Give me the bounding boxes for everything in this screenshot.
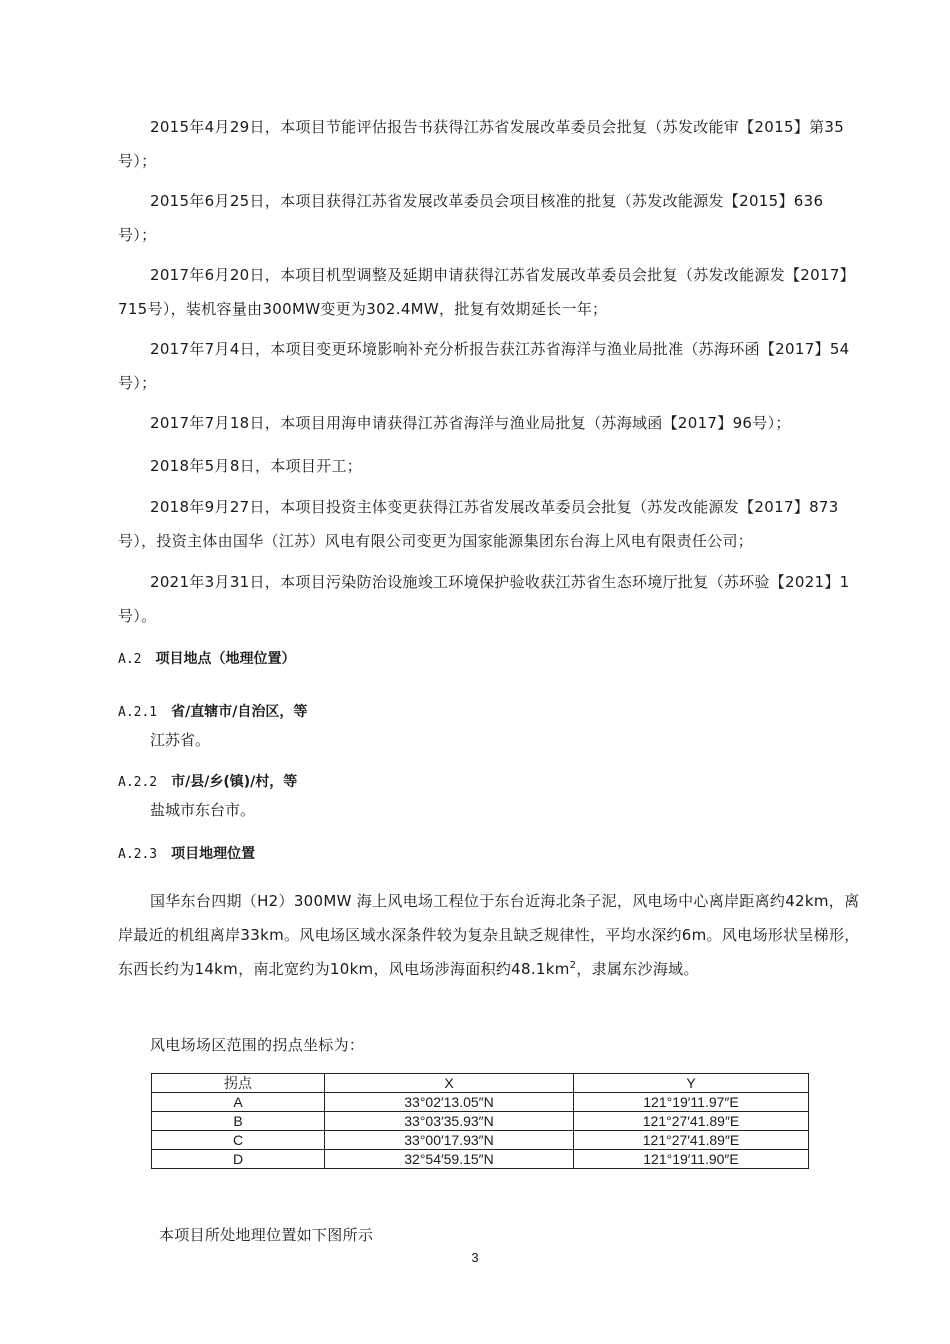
table-cell: 121°27′41.89″E [574, 1131, 809, 1150]
page-number: 3 [471, 1250, 479, 1265]
table-cell: 33°00′17.93″N [325, 1131, 574, 1150]
location-tail: ，隶属东沙海域。 [576, 960, 699, 978]
table-cell: 121°19′11.97″E [574, 1093, 809, 1112]
table-row [152, 1131, 809, 1150]
section-title: 市/县/乡(镇)/村，等 [171, 774, 298, 790]
paragraph-table-intro: 风电场场区范围的拐点坐标为： [150, 1036, 365, 1054]
section-heading-a21 [118, 701, 307, 721]
coordinates-table [151, 1073, 809, 1169]
header-cell: Y [574, 1074, 809, 1093]
section-number: A.2 [118, 652, 142, 667]
section-title: 项目地理位置 [171, 846, 256, 862]
paragraph-project-approval: 2015年6月25日，本项目获得江苏省发展改革委员会项目核准的批复（苏发改能源发【2015】636号）； [118, 192, 824, 244]
table-cell: C [152, 1131, 325, 1150]
paragraph-sea-use: 2017年7月18日，本项目用海申请获得江苏省海洋与渔业局批复（苏海域函【2017】96号）； [150, 414, 791, 432]
table-cell: 121°27′41.89″E [574, 1112, 809, 1131]
section-title: 项目地点（地理位置） [155, 651, 296, 667]
paragraph-figure-intro: 本项目所处地理位置如下图所示 [159, 1226, 374, 1244]
table-cell: B [152, 1112, 325, 1131]
section-number: A.2.3 [118, 847, 158, 862]
section-heading-a23 [118, 843, 255, 863]
paragraph-model-adjustment: 2017年6月20日，本项目机型调整及延期申请获得江苏省发展改革委员会批复（苏发改能源发【2017】715号），装机容量由300MW变更为302.4MW，批复有效期延长一年； [118, 266, 855, 318]
table-cell: 33°02′13.05″N [325, 1093, 574, 1112]
section-number: A.2.1 [118, 705, 158, 720]
location-text: 国华东台四期（H2）300MW 海上风电场工程位于东台近海北条子泥，风电场中心离岸距离约42km，离岸最近的机组离岸33km。风电场区域水深条件较为复杂且缺乏规律性，平均水深约6m。风电场形状呈梯形，东西长约为14km，南北宽约为10km，风电场涉海面积约48.1km [118, 892, 860, 978]
paragraph-acceptance: 2021年3月31日，本项目污染防治设施竣工环境保护验收获江苏省生态环境厅批复（苏环验【2021】1号）。 [118, 573, 850, 625]
table-cell: 33°03′35.93″N [325, 1112, 574, 1131]
table-cell: D [152, 1150, 325, 1169]
section-heading-a2 [118, 648, 295, 668]
paragraph-construction-start: 2018年5月8日，本项目开工； [150, 457, 363, 475]
city-text: 盐城市东台市。 [150, 801, 256, 819]
table-row [152, 1093, 809, 1112]
section-heading-a22 [118, 771, 297, 791]
table-cell: A [152, 1093, 325, 1112]
province-text: 江苏省。 [150, 731, 211, 749]
paragraph-energy-assessment: 2015年4月29日，本项目节能评估报告书获得江苏省发展改革委员会批复（苏发改能审【2015】第35号）； [118, 118, 845, 170]
table-cell: 32°54′59.15″N [325, 1150, 574, 1169]
table-row [152, 1150, 809, 1169]
header-cell: X [325, 1074, 574, 1093]
superscript: 2 [569, 960, 577, 971]
paragraph-location-description [118, 884, 860, 986]
section-title: 省/直辖市/自治区，等 [171, 704, 308, 720]
table-header-row [152, 1074, 809, 1093]
table-cell: 121°19′11.90″E [574, 1150, 809, 1169]
section-number: A.2.2 [118, 775, 158, 790]
paragraph-investor-change: 2018年9月27日，本项目投资主体变更获得江苏省发展改革委员会批复（苏发改能源发【2017】873号），投资主体由国华（江苏）风电有限公司变更为国家能源集团东台海上风电有限责任公司； [118, 498, 839, 550]
header-cell: 拐点 [152, 1074, 325, 1093]
paragraph-environment-supplement: 2017年7月4日，本项目变更环境影响补充分析报告获江苏省海洋与渔业局批准（苏海环函【2017】54号）； [118, 340, 850, 392]
table-row [152, 1112, 809, 1131]
